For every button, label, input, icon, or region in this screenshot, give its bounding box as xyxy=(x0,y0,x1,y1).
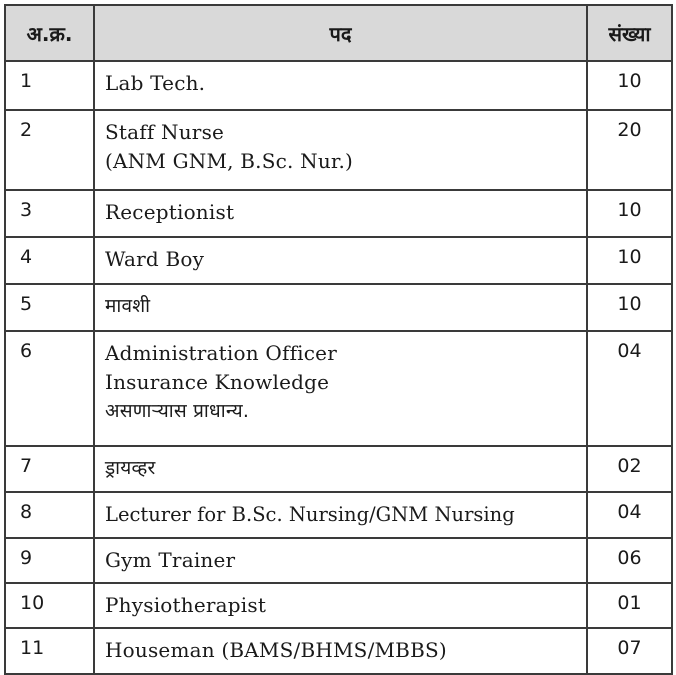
post-line: ड्रायव्हर xyxy=(105,457,156,479)
header-post: पद xyxy=(94,5,587,61)
row-post xyxy=(94,284,587,331)
table-row xyxy=(5,538,672,583)
row-sr-no: 9 xyxy=(5,538,94,583)
row-count: 07 xyxy=(587,628,672,674)
table-row xyxy=(5,446,672,492)
row-count: 10 xyxy=(587,284,672,331)
row-sr-no: 1 xyxy=(5,61,94,110)
table-row xyxy=(5,628,672,674)
row-sr-no: 8 xyxy=(5,492,94,538)
table-row xyxy=(5,583,672,628)
table-row xyxy=(5,190,672,237)
row-count: 10 xyxy=(587,237,672,284)
row-sr-no: 7 xyxy=(5,446,94,492)
row-sr-no: 4 xyxy=(5,237,94,284)
table-header-row xyxy=(5,5,672,61)
vacancy-table xyxy=(4,4,673,675)
row-count: 04 xyxy=(587,492,672,538)
row-post xyxy=(94,583,587,628)
row-sr-no: 2 xyxy=(5,110,94,190)
row-count: 04 xyxy=(587,331,672,446)
table-row xyxy=(5,237,672,284)
post-line: Physiotherapist xyxy=(105,593,267,617)
row-count: 02 xyxy=(587,446,672,492)
post-line: (ANM GNM, B.Sc. Nur.) xyxy=(105,149,354,173)
header-sr-no: अ.क्र. xyxy=(5,5,94,61)
row-sr-no: 6 xyxy=(5,331,94,446)
table-row xyxy=(5,110,672,190)
row-count: 06 xyxy=(587,538,672,583)
post-line: Gym Trainer xyxy=(105,548,236,572)
row-post xyxy=(94,538,587,583)
row-post xyxy=(94,237,587,284)
row-post xyxy=(94,331,587,446)
post-line: Administration Officer xyxy=(105,341,337,365)
row-post xyxy=(94,190,587,237)
row-count: 20 xyxy=(587,110,672,190)
post-line: Receptionist xyxy=(105,200,235,224)
post-line: Lecturer for B.Sc. Nursing/GNM Nursing xyxy=(105,503,515,526)
row-sr-no: 5 xyxy=(5,284,94,331)
row-post xyxy=(94,61,587,110)
table-row xyxy=(5,492,672,538)
row-sr-no: 10 xyxy=(5,583,94,628)
vacancy-table-container xyxy=(4,4,671,662)
row-count: 01 xyxy=(587,583,672,628)
post-line: Insurance Knowledge xyxy=(105,370,330,394)
row-post xyxy=(94,628,587,674)
row-post xyxy=(94,110,587,190)
row-post xyxy=(94,446,587,492)
table-row xyxy=(5,284,672,331)
row-count: 10 xyxy=(587,61,672,110)
row-count: 10 xyxy=(587,190,672,237)
post-line: Staff Nurse xyxy=(105,120,225,144)
row-sr-no: 3 xyxy=(5,190,94,237)
post-line: मावशी xyxy=(105,295,151,317)
table-row xyxy=(5,61,672,110)
row-sr-no: 11 xyxy=(5,628,94,674)
header-count: संख्या xyxy=(587,5,672,61)
post-line: Lab Tech. xyxy=(105,71,206,95)
row-post xyxy=(94,492,587,538)
post-line: Houseman (BAMS/BHMS/MBBS) xyxy=(105,638,447,662)
table-row xyxy=(5,331,672,446)
post-line: Ward Boy xyxy=(105,247,205,271)
post-line: असणाऱ्यास प्राधान्य. xyxy=(105,400,250,422)
